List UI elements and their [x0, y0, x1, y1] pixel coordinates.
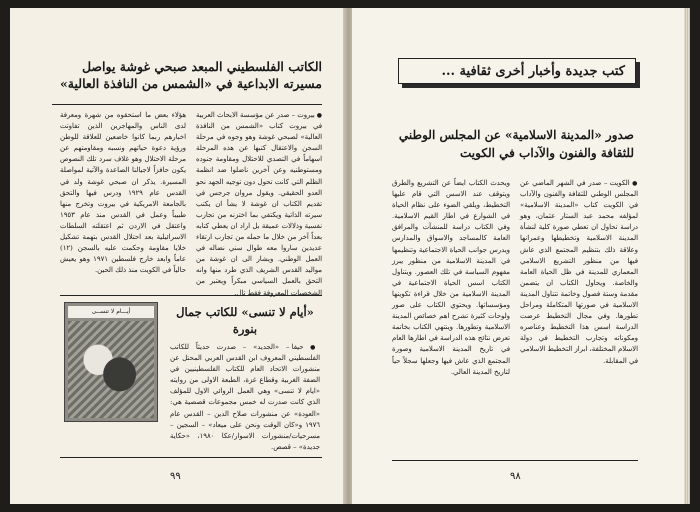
- footer-rule-right: [392, 460, 638, 461]
- left-page: [10, 8, 346, 504]
- left-headline: الكاتب الفلسطيني المبعد صبحي غوشة يواصل مسيرته الابداعية في «الشمس من النافذة العالية»: [59, 59, 322, 91]
- book-cover-art: [68, 321, 154, 418]
- book-spread: [10, 8, 690, 504]
- section-divider: [60, 295, 322, 296]
- sub-headline: «أيام لا تنسى» للكاتب جمال بنورة: [176, 305, 314, 336]
- book-cover-title: أيـــام لا تنســى: [68, 306, 154, 318]
- right-headline: صدور «المدينة الاسلامية» عن المجلس الوطني للثقافة والفنون والآداب في الكويت: [398, 128, 634, 160]
- footer-rule: [60, 457, 322, 458]
- right-page: [352, 8, 690, 504]
- left-article-column-right: ● بيروت – صدر عن مؤسسة الابحاث العربية في بيروت كتاب «الشمس من النافذة العالية» لصبحي غوشة وهو وجوه في مرحلة السجن والاعتقال كتبها عن هذه المرحلة اسهاماً في التصدي للاحتلال ومقاومة جنوده ومستوطنيه وعن آخرين ناضلوا ضد انظمة الظلم التي كانت تحول دون توجيه الجهد نحو العدو الحقيقي. ويقول مروان جرجس في تقديم الكتاب ان غوشة لا يشأ ان يكتب سيرته الذاتية ويكتفي بما اختزنه من تجارب نفسية وذلالات عميقة بل اراد ان يعطي كتابه بعداً آخر من خلال ما حمله من تجارب ارتقاء عديدين ساروا معه طوال سني نضاله في العمل الوطني. ويشار الى ان غوشة من مواليد القدس الشريف الذي طرد منها وانه التحق بالعمل السياسي مبكراً ويعتبر من الشخصيات المعروفة فقط تال.: [196, 110, 322, 292]
- section-title: كتب جديدة وأخبار أخرى ثقافية ...: [398, 58, 636, 84]
- sub-article-column-right: ● حيفا – «الجديد» – صدرت حديثاً للكاتب الفلسطيني المعروف ابن القدس العربي المحتل عن منشورات الاتحاد العام للكتاب الفلسطينيين في الضفة الغربية وقطاع غزة، الطبعة الاولى من روايته «ايام لا تنسى» وهي العمل الروائي الاول للمؤلف الذي كانت صدرت له خمس مجموعات قصصية هي: «العودة» عن منشورات صلاح الدين – القدس عام ١٩٧٦ و«كان الوقت ونحن على ميعاد» – السجين – مسرحيات/منشورات الاسوار/عكا ١٩٨٠، «حكاية جديدة» – قصص.: [170, 342, 320, 454]
- page-number-left: ٩٩: [170, 471, 181, 482]
- page-number-right: ٩٨: [510, 471, 521, 482]
- left-article-column-left: هؤلاء بعض ما استحقوه من شهرة ومعرفة لدى الناس والمهاجرين الذين تفاوتت اخبارهم ربما كانوا خاضعين للعلاقة للوطن ورؤية دعوة حياتهم ونسبه ومقاومتهم عن مرحلة الاحتلال وهو غلاف سرد تلك النصوص يكون حافزاً لاجيالنا الصاعدة والآتية لمواصلة المسيرة. يذكر ان صبحي غوشة ولد في القدس عام ١٩٢٩ ودرس فيها والتحق بالجامعة الامريكية في بيروت وتخرج منها طبيباً وعمل في القدس منذ عام ١٩٥٣ واعتقل في الاردن ثم اعتقلته السلطات الاسرائيلية بعد احتلال القدس بتهمة تشكيل خلايا مقاومة وحكمت عليه بالسجن (١٢) عاماً وابعد خارج فلسطين ١٩٧١ وهو يعيش حالياً في الكويت منذ ذلك الحين.: [60, 111, 186, 275]
- right-article-column-right: ● الكويت – صدر في الشهر الماضي عن المجلس الوطني للثقافة والفنون والآداب في الكويت كتاب «المدينة الاسلامية» لمؤلفه محمد عبد الستار عثمان، وهو دراسة تحاول ان تعطي صورة كلية لنشأة المدينة الاسلامية وتخطيطها وعمرانها وعلاقة ذلك بتنظيم المجتمع الذي عاش فيها من منظور التشريع الاسلامي المعماري للمدينة في ظل الحياة العامة والخاصة. ويحاول الكتاب ان يتضمن مقدمة وستة فصول وخاتمة تتناول المدينة الاسلامية في صورتها المتكاملة ومراحل تطورها. وفي مجال التخطيط عرضت الدراسة اسس هذا التخطيط وعناصره ومكوناته وتجارب التخطيط في دولة الاسلام المختلفة، ابراز التخطيط الاسلامي في المقابلة.: [520, 178, 638, 458]
- page-stack-edge: [684, 8, 690, 504]
- headline-rule: [52, 104, 322, 105]
- right-article-column-left: ويحدث الكتاب ايضاً عن التشريع والطرق ويتوقف عند الاسس التي قام عليها التخطيط، ويلقي الضوء على نظام الحياة في الشوارع في اطار القيم الاسلامية. وفي الكتاب دراسة للمنشآت والمرافق العامة كالمساجد والاسواق والمدارس ويدرس جوانب الحياة الاجتماعية وتنظيمها في المدينة الاسلامية من منظور يبرز مفهوم السياسة في تلك العصور. ويتناول الكتاب اسس الحياة الاجتماعية في المدينة الاسلامية من خلال قراءة تكوينها ومؤسساتها. ويحتوي الكتاب على صور ولوحات كثيرة تشرح اهم خصائص المدينة الاسلامية وتطورها. وينتهي الكتاب بخاتمة تعرض نتائج هذه الدراسة في اطارها العام في تاريخ المدينة الاسلامية وصورة المجتمع الذي عاش فيها وجعلها سجلاً حياً لتاريخ المدينة العالي.: [392, 179, 510, 376]
- book-cover-image: [64, 302, 158, 422]
